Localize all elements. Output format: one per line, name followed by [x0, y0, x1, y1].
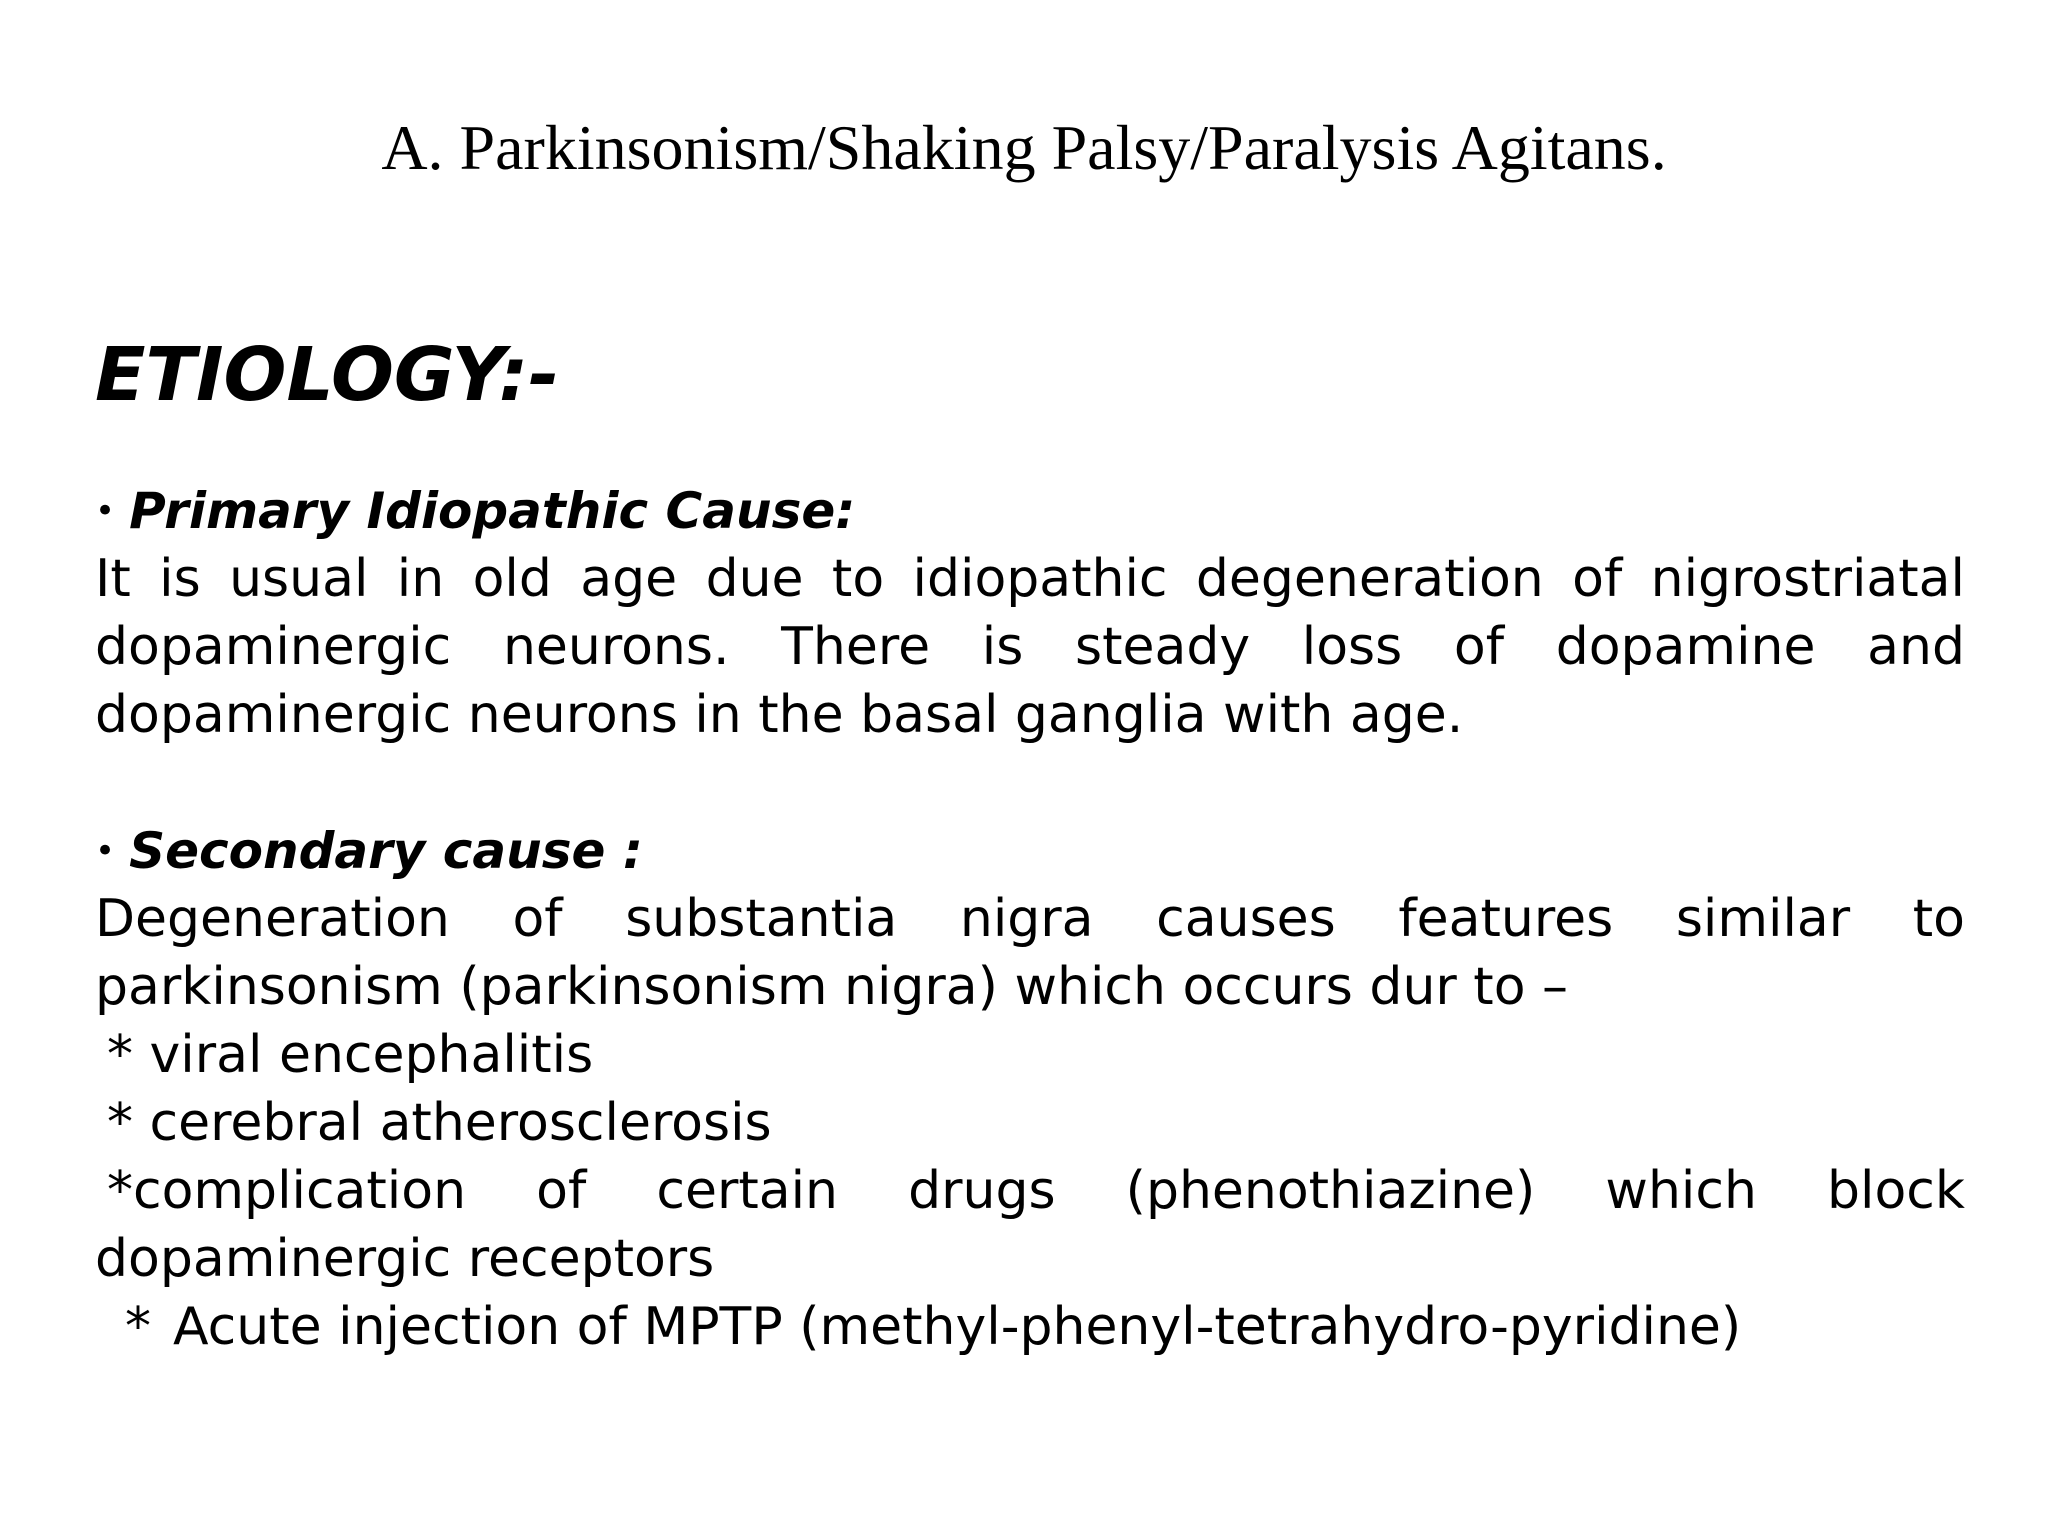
- secondary-cause-heading: Secondary cause :: [129, 822, 643, 880]
- list-item-cerebral-atherosclerosis: * cerebral atherosclerosis: [107, 1093, 772, 1153]
- list-item-mptp-text: Acute injection of MPTP (methyl-phenyl-tetrahydro-pyridine): [173, 1297, 1742, 1357]
- spacer: [95, 749, 1965, 817]
- bullet-icon: •: [95, 490, 116, 531]
- bullet-secondary-cause: [95, 817, 1965, 885]
- slide-body: [95, 325, 1965, 1361]
- slide-title: A. Parkinsonism/Shaking Palsy/Paralysis Agitans.: [381, 112, 1667, 183]
- bullet-primary-cause: [95, 477, 1965, 545]
- section-heading-etiology: ETIOLOGY:-: [95, 332, 560, 418]
- list-item-viral-encephalitis: * viral encephalitis: [107, 1025, 594, 1085]
- bullet-icon: •: [95, 830, 116, 871]
- secondary-cause-text: Degeneration of substantia nigra causes features similar to parkinsonism (parkinsonism nigra) which occurs dur to –: [95, 889, 1965, 1017]
- primary-cause-text: It is usual in old age due to idiopathic degeneration of nigrostriatal dopaminergic neurons. There is steady loss of dopamine and dopaminergic neurons in the basal ganglia with age.: [95, 549, 1965, 745]
- list-item-drug-complication: *complication of certain drugs (phenothiazine) which block dopaminergic receptors: [95, 1161, 1965, 1289]
- primary-cause-heading: Primary Idiopathic Cause:: [129, 482, 856, 540]
- list-item-star: *: [125, 1297, 151, 1357]
- list-item-mptp: [95, 1293, 1965, 1361]
